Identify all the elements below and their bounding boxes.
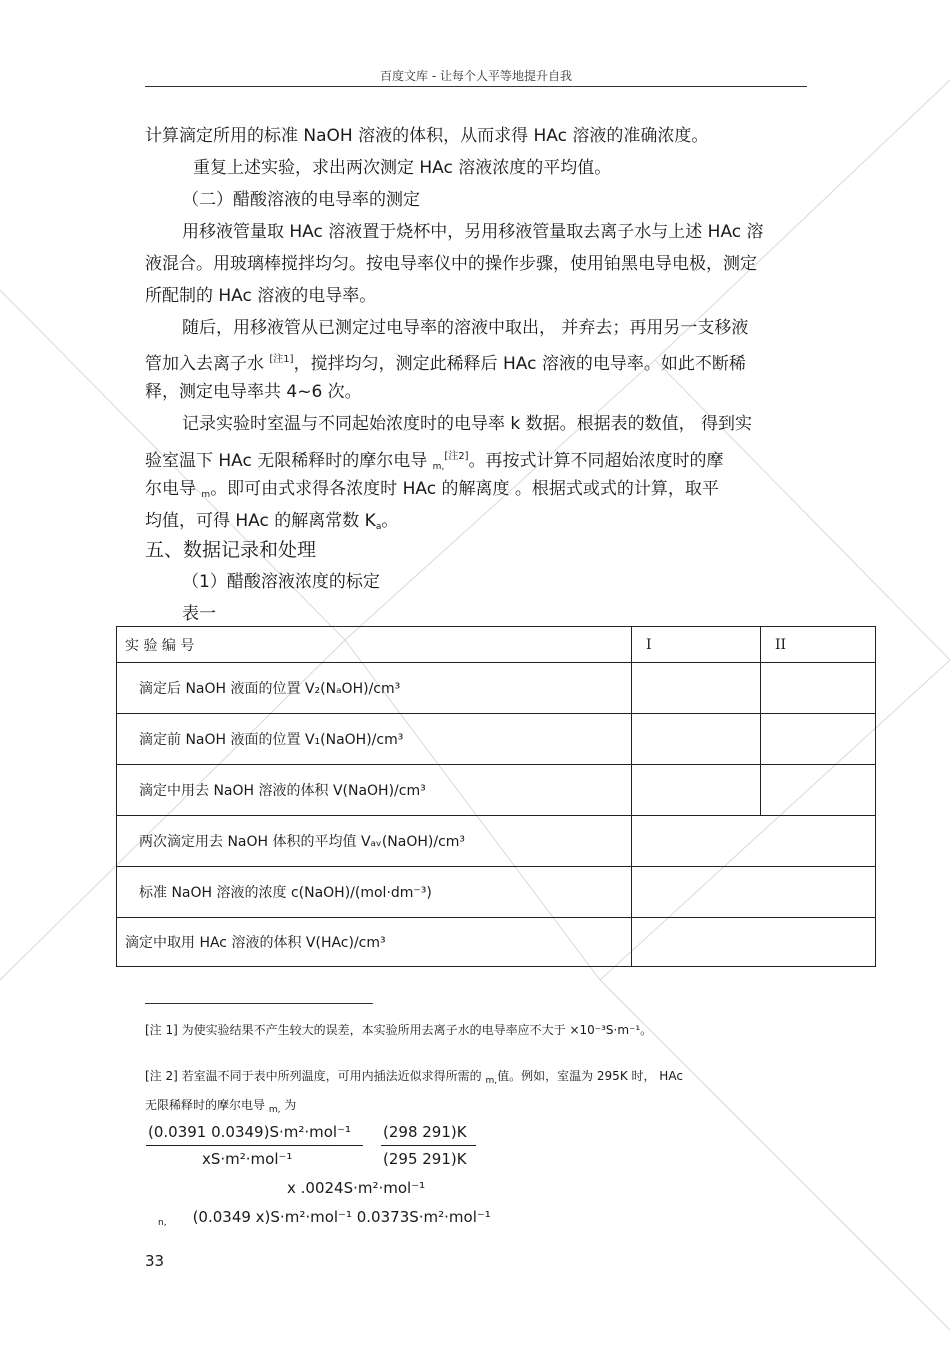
table-row bbox=[117, 714, 876, 765]
fraction-2-denominator: (295 291)K bbox=[383, 1150, 467, 1168]
subscript: m bbox=[201, 490, 211, 500]
value-cell bbox=[632, 918, 876, 967]
value-cell bbox=[761, 663, 876, 714]
equation-line: x .0024S·m²·mol⁻¹ bbox=[287, 1179, 426, 1197]
fraction-bar bbox=[381, 1145, 476, 1146]
column-header: 实 验 编 号 bbox=[117, 627, 632, 663]
table-row bbox=[117, 867, 876, 918]
row-label: 滴定前 NaOH 液面的位置 V₁(NaOH)/cm³ bbox=[117, 714, 632, 765]
row-label: 两次滴定用去 NaOH 体积的平均值 Vₐᵥ(NaOH)/cm³ bbox=[117, 816, 632, 867]
column-header: II bbox=[761, 627, 876, 663]
subsection-heading: （二）醋酸溶液的电导率的测定 bbox=[182, 190, 420, 210]
paragraph-line bbox=[145, 510, 398, 538]
paragraph-line: 所配制的 HAc 溶液的电导率。 bbox=[145, 286, 377, 306]
table-row bbox=[117, 663, 876, 714]
footnote-1: [注 1] 为使实验结果不产生较大的误差，本实验所用去离子水的电导率应不大于 ×10⁻³S·m⁻¹。 bbox=[145, 1023, 653, 1037]
text: 值。例如，室温为 295K 时， HAc bbox=[497, 1069, 683, 1083]
data-table bbox=[116, 626, 876, 967]
paragraph-line bbox=[145, 478, 719, 506]
subscript: m, bbox=[268, 1105, 281, 1115]
paragraph-line bbox=[145, 446, 723, 478]
fraction-1-numerator: (0.0391 0.0349)S·m²·mol⁻¹ bbox=[148, 1123, 352, 1141]
paragraph-line: 随后，用移液管从已测定过电导率的溶液中取出， 并弃去；再用另一支移液 bbox=[182, 318, 749, 338]
row-label: 滴定中用去 NaOH 溶液的体积 V(NaOH)/cm³ bbox=[117, 765, 632, 816]
subscript: m, bbox=[485, 1076, 498, 1086]
text: 验室温下 HAc 无限稀释时的摩尔电导 bbox=[145, 451, 433, 471]
page-header: 百度文库 - 让每个人平等地提升自我 bbox=[380, 69, 572, 83]
fraction-1-denominator: xS·m²·mol⁻¹ bbox=[202, 1150, 293, 1168]
paragraph-line: 计算滴定所用的标准 NaOH 溶液的体积，从而求得 HAc 溶液的准确浓度。 bbox=[145, 126, 709, 146]
footnote-2 bbox=[145, 1068, 683, 1089]
page-number: 33 bbox=[145, 1252, 165, 1270]
text: 管加入去离子水 bbox=[145, 354, 270, 374]
value-cell bbox=[632, 816, 876, 867]
text: 无限稀释时的摩尔电导 bbox=[145, 1098, 269, 1112]
header-rule bbox=[145, 86, 807, 87]
row-label: 标准 NaOH 溶液的浓度 c(NaOH)/(mol·dm⁻³) bbox=[117, 867, 632, 918]
table-row bbox=[117, 765, 876, 816]
paragraph-line: 用移液管量取 HAc 溶液置于烧杯中，另用移液管量取去离子水与上述 HAc 溶 bbox=[182, 222, 764, 242]
row-label: 滴定后 NaOH 液面的位置 V₂(NₐOH)/cm³ bbox=[117, 663, 632, 714]
text: 。即可由式求得各浓度时 HAc 的解离度 。根据式或式的计算，取平 bbox=[210, 479, 719, 499]
value-cell bbox=[632, 765, 761, 816]
footnote-ref: [注1] bbox=[269, 354, 294, 365]
text: (0.0349 x)S·m²·mol⁻¹ 0.0373S·m²·mol⁻¹ bbox=[192, 1208, 491, 1226]
paragraph-line: 重复上述实验，求出两次测定 HAc 溶液浓度的平均值。 bbox=[193, 158, 612, 178]
text: 尔电导 bbox=[145, 479, 202, 499]
paragraph-line bbox=[145, 349, 746, 375]
row-label: 滴定中取用 HAc 溶液的体积 V(HAc)/cm³ bbox=[117, 918, 632, 967]
fraction-bar bbox=[146, 1145, 363, 1146]
footnote-ref: [注2] bbox=[444, 451, 469, 462]
paragraph-line: 液混合。用玻璃棒搅拌均匀。按电导率仪中的操作步骤，使用铂黑电导电极，测定 bbox=[145, 254, 757, 274]
table-caption: 表一 bbox=[182, 604, 216, 624]
paragraph-line: 记录实验时室温与不同起始浓度时的电导率 k 数据。根据表的数值， 得到实 bbox=[182, 414, 753, 434]
text: 。再按式计算不同超始浓度时的摩 bbox=[468, 451, 724, 471]
equation-line bbox=[158, 1208, 491, 1232]
table-row bbox=[117, 816, 876, 867]
text: [注 2] 若室温不同于表中所列温度，可用内插法近似求得所需的 bbox=[145, 1069, 486, 1083]
fraction-2-numerator: (298 291)K bbox=[383, 1123, 467, 1141]
value-cell bbox=[761, 714, 876, 765]
subsection-heading: （1）醋酸溶液浓度的标定 bbox=[182, 572, 380, 592]
subscript: n, bbox=[158, 1218, 167, 1228]
value-cell bbox=[632, 663, 761, 714]
section-heading: 五、数据记录和处理 bbox=[145, 539, 317, 561]
footnote-2-continued bbox=[145, 1097, 296, 1118]
value-cell bbox=[632, 867, 876, 918]
text: 均值，可得 HAc 的解离常数 K bbox=[145, 511, 376, 531]
text: ，搅拌均匀，测定此稀释后 HAc 溶液的电导率。如此不断稀 bbox=[293, 354, 746, 374]
text: 。 bbox=[381, 511, 399, 531]
column-header: I bbox=[632, 627, 761, 663]
value-cell bbox=[632, 714, 761, 765]
table-header-row bbox=[117, 627, 876, 663]
table-row bbox=[117, 918, 876, 967]
text: 为 bbox=[280, 1098, 297, 1112]
value-cell bbox=[761, 765, 876, 816]
footnote-rule bbox=[145, 1003, 373, 1004]
subscript: m, bbox=[432, 462, 445, 472]
paragraph-line: 释，测定电导率共 4~6 次。 bbox=[145, 382, 362, 402]
subscript: a bbox=[375, 522, 382, 532]
